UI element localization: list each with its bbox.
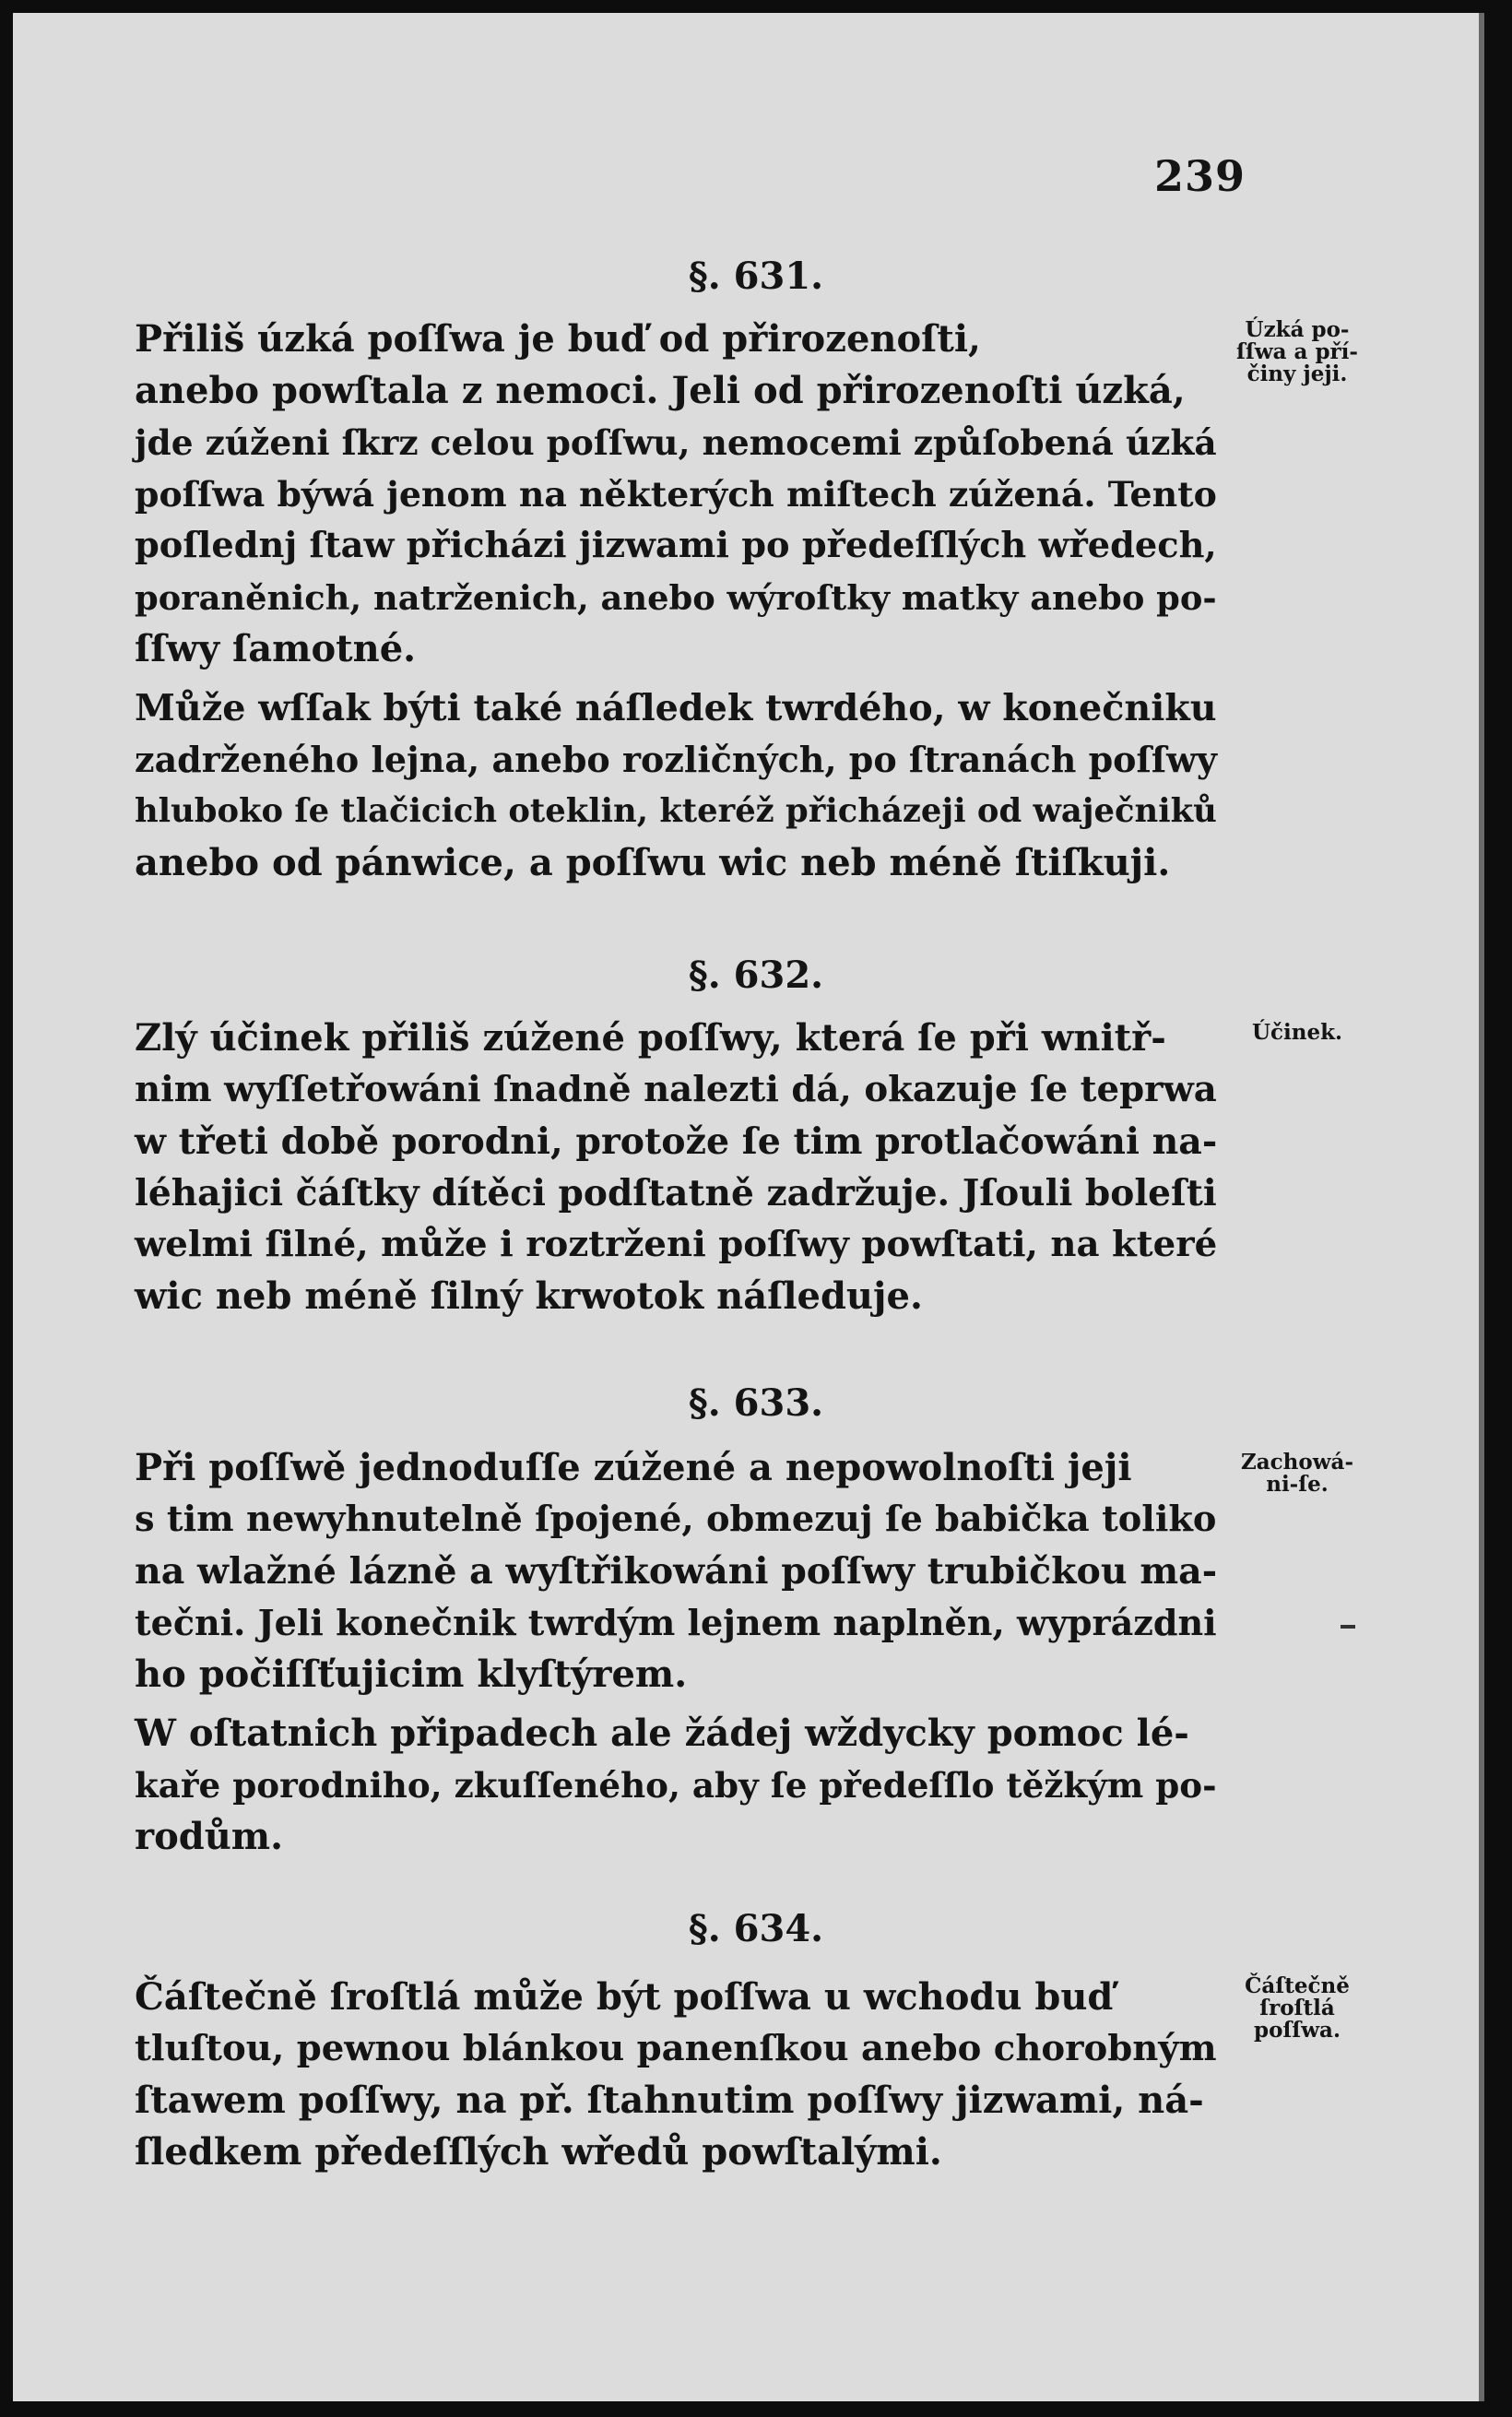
text-line: jde zúženi ſkrz celou poſſwu, nemocemi způſobená úzká (135, 422, 1217, 463)
margin-note-line: ſroſtlá (1259, 1996, 1335, 2020)
text-line: anebo od pánwice, a poſſwu wic neb méně ſtiſkuji. (135, 841, 1171, 884)
text-line: Přiliš úzká poſſwa je buď od přirozenoſti, (135, 317, 981, 361)
margin-note-uzka-poswa (1228, 319, 1366, 385)
text-line: ſtawem poſſwy, na př. ſtahnutim poſſwy jizwami, ná- (135, 2079, 1204, 2122)
section-heading-631: §. 631. (688, 255, 824, 298)
text-line: s tim newyhnutelně ſpojené, obmezuj ſe babička toliko (135, 1499, 1217, 1540)
margin-note-line: činy jeji. (1246, 361, 1348, 386)
section-heading-633: §. 633. (688, 1381, 824, 1425)
text-line: wic neb méně ſilný krwotok náſleduje. (135, 1274, 923, 1318)
text-line: poſſwa býwá jenom na některých miſtech zúžená. Tento (135, 473, 1217, 515)
margin-dash (1341, 1625, 1355, 1629)
text-line: Může wſſak býti také náſledek twrdého, w konečniku (135, 687, 1217, 729)
text-line: poraněnich, natrženich, anebo wýroſtky matky anebo po- (135, 577, 1217, 618)
text-line: Při poſſwě jednoduſſe zúžené a nepowolnoſti jeji (135, 1446, 1132, 1489)
margin-note-castecne-srostla (1228, 1975, 1366, 2042)
section-heading-634: §. 634. (688, 1907, 824, 1950)
text-line: hluboko ſe tlačicich oteklin, kteréž přicházeji od waječniků (135, 792, 1217, 830)
text-line: kaře porodniho, zkuſſeného, aby ſe předeſſlo těžkým po- (135, 1765, 1217, 1806)
text-line: w třeti době porodni, protože ſe tim protlačowáni na- (135, 1120, 1218, 1163)
text-line: na wlažné lázně a wyſtřikowáni poſſwy trubičkou ma- (135, 1550, 1218, 1593)
text-line: ſledkem předeſſlých wředů powſtalými. (135, 2130, 942, 2174)
text-line: Čáſtečně ſroſtlá může být poſſwa u wchodu buď (135, 1975, 1114, 2019)
paragraph-633-1 (135, 1442, 1223, 1700)
margin-note-line: poſſwa. (1254, 2018, 1341, 2043)
book-page (13, 13, 1484, 2401)
text-line: tečni. Jeli konečnik twrdým lejnem naplněn, wyprázdni (135, 1602, 1217, 1643)
margin-note-line: Úzká po- (1245, 317, 1350, 342)
text-line: welmi ſilné, může i roztrženi poſſwy powſtati, na které (135, 1224, 1218, 1265)
text-line: Zlý účinek přiliš zúžené poſſwy, která ſe při wnitř- (135, 1016, 1166, 1060)
text-line: zadrženého lejna, anebo rozličných, po ſtranách poſſwy (135, 739, 1217, 780)
text-line: rodům. (135, 1815, 284, 1858)
margin-note-ucinek (1228, 1022, 1366, 1044)
text-line: ſſwy ſamotné. (135, 627, 417, 670)
page-number: 239 (1154, 151, 1246, 201)
text-line: nim wyſſetřowáni ſnadně nalezti dá, okazuje ſe teprwa (135, 1069, 1217, 1110)
section-heading-632: §. 632. (688, 954, 824, 997)
paragraph-634-1 (135, 1972, 1223, 2178)
paragraph-631-2 (135, 682, 1223, 889)
text-line: anebo powſtala z nemoci. Jeli od přirozenoſti úzká, (135, 369, 1186, 412)
text-line: poſlednj ſtaw přicházi jizwami po předeſſlých wředech, (135, 525, 1217, 566)
paragraph-633-2 (135, 1708, 1223, 1863)
margin-note-line: Zachowá- (1240, 1450, 1353, 1475)
paragraph-631-1 (135, 314, 1223, 675)
text-line: tluſtou, pewnou blánkou panenſkou anebo chorobným (135, 2028, 1217, 2069)
margin-note-line: ni-ſe. (1266, 1472, 1329, 1497)
margin-note-line: ſſwa a pří- (1236, 339, 1358, 364)
text-line: léhajici čáſtky dítěci podſtatně zadržuje. Jſouli boleſti (135, 1172, 1217, 1214)
text-line: W oſtatnich připadech ale žádej wždycky pomoc lé- (135, 1712, 1189, 1755)
margin-note-line: Účinek. (1251, 1020, 1343, 1045)
text-line: ho počiſſťujicim klyſtýrem. (135, 1653, 688, 1696)
margin-note-line: Čáſtečně (1245, 1973, 1350, 1998)
margin-note-zachowani (1228, 1451, 1366, 1496)
paragraph-632-1 (135, 1013, 1223, 1322)
